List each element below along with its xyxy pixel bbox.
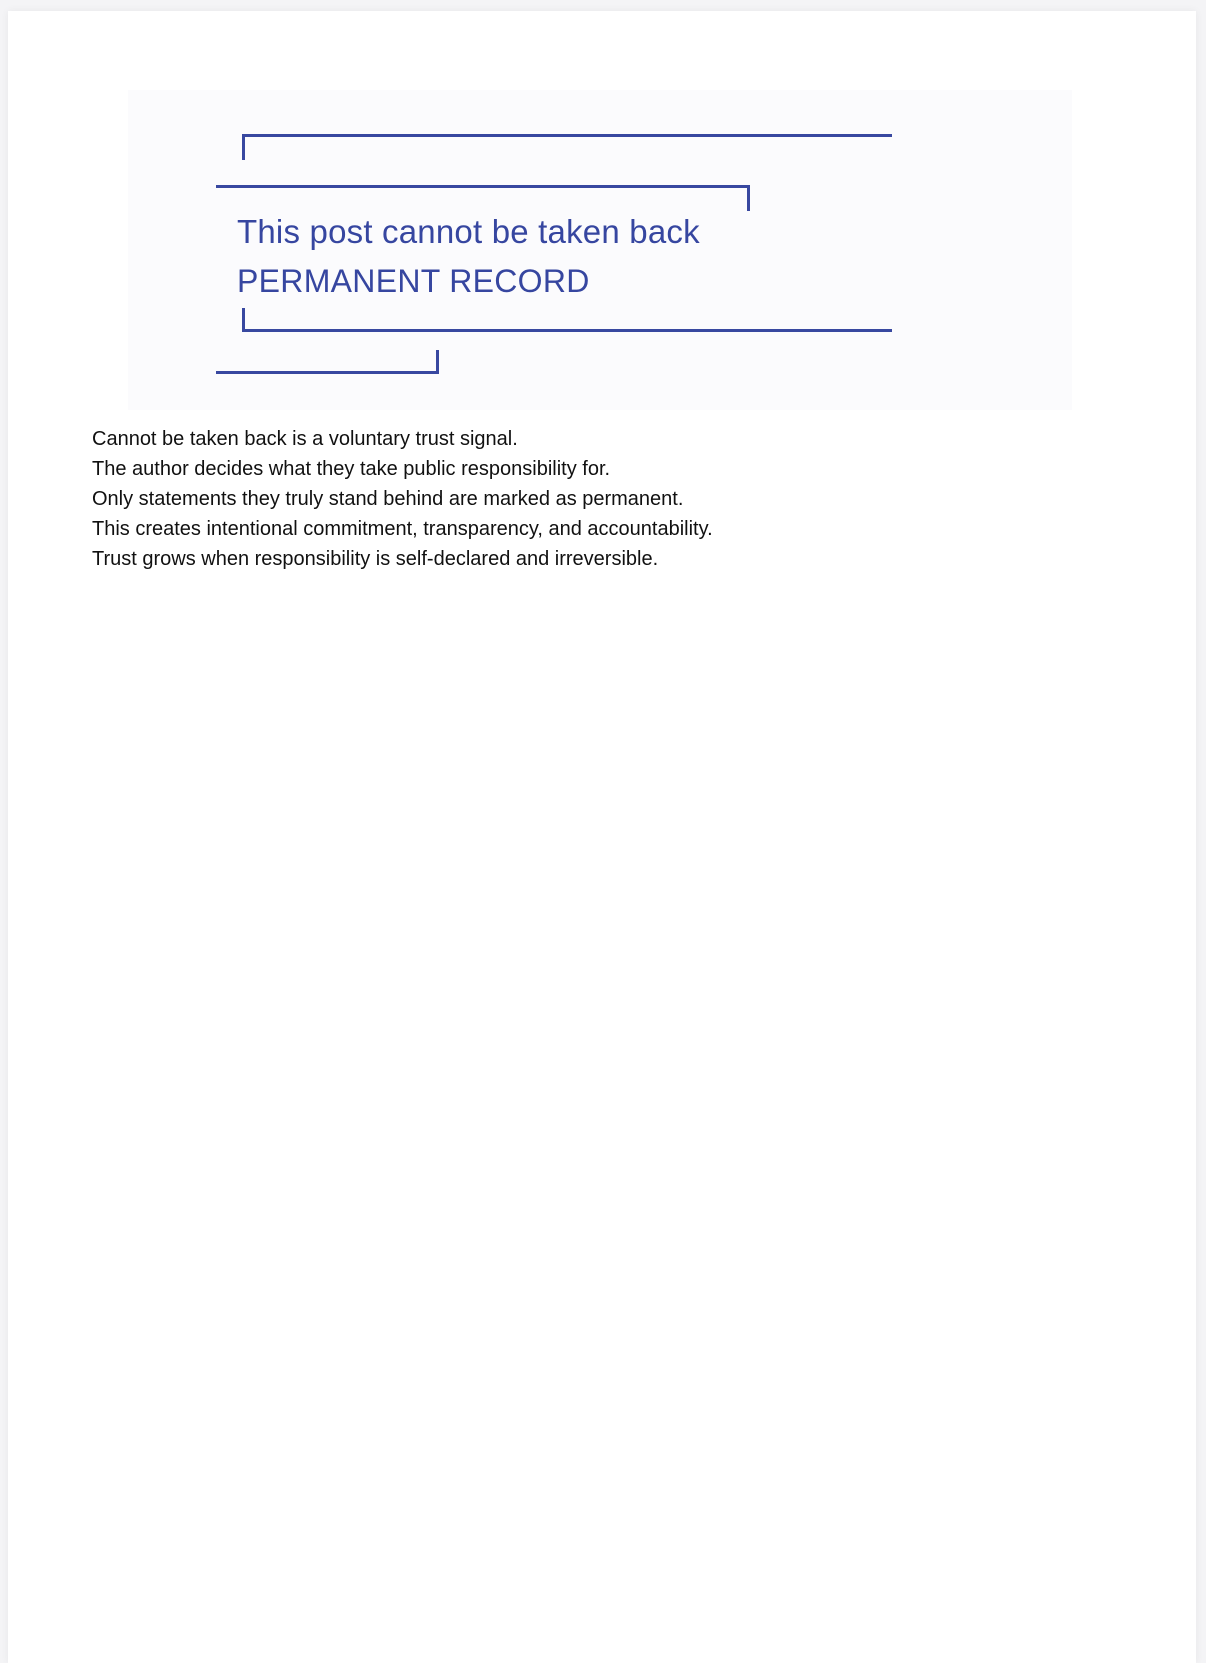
frame-bottom-line <box>242 329 892 332</box>
frame-second-line <box>216 185 750 188</box>
description-line: Only statements they truly stand behind are marked as permanent. <box>92 488 684 510</box>
banner-subtitle: PERMANENT RECORD <box>237 263 590 299</box>
frame-top-right-line <box>242 134 892 137</box>
description-line: Cannot be taken back is a voluntary trust signal. <box>92 428 518 450</box>
description-line: Trust grows when responsibility is self-declared and irreversible. <box>92 548 659 570</box>
frame-top-left-tick <box>242 134 245 160</box>
description-text <box>92 424 713 574</box>
frame-last-line <box>216 371 439 374</box>
frame-second-right-tick <box>747 185 750 211</box>
description-line: The author decides what they take public responsibility for. <box>92 458 611 480</box>
description-line: This creates intentional commitment, transparency, and accountability. <box>92 518 713 540</box>
banner-title: This post cannot be taken back <box>237 213 700 250</box>
